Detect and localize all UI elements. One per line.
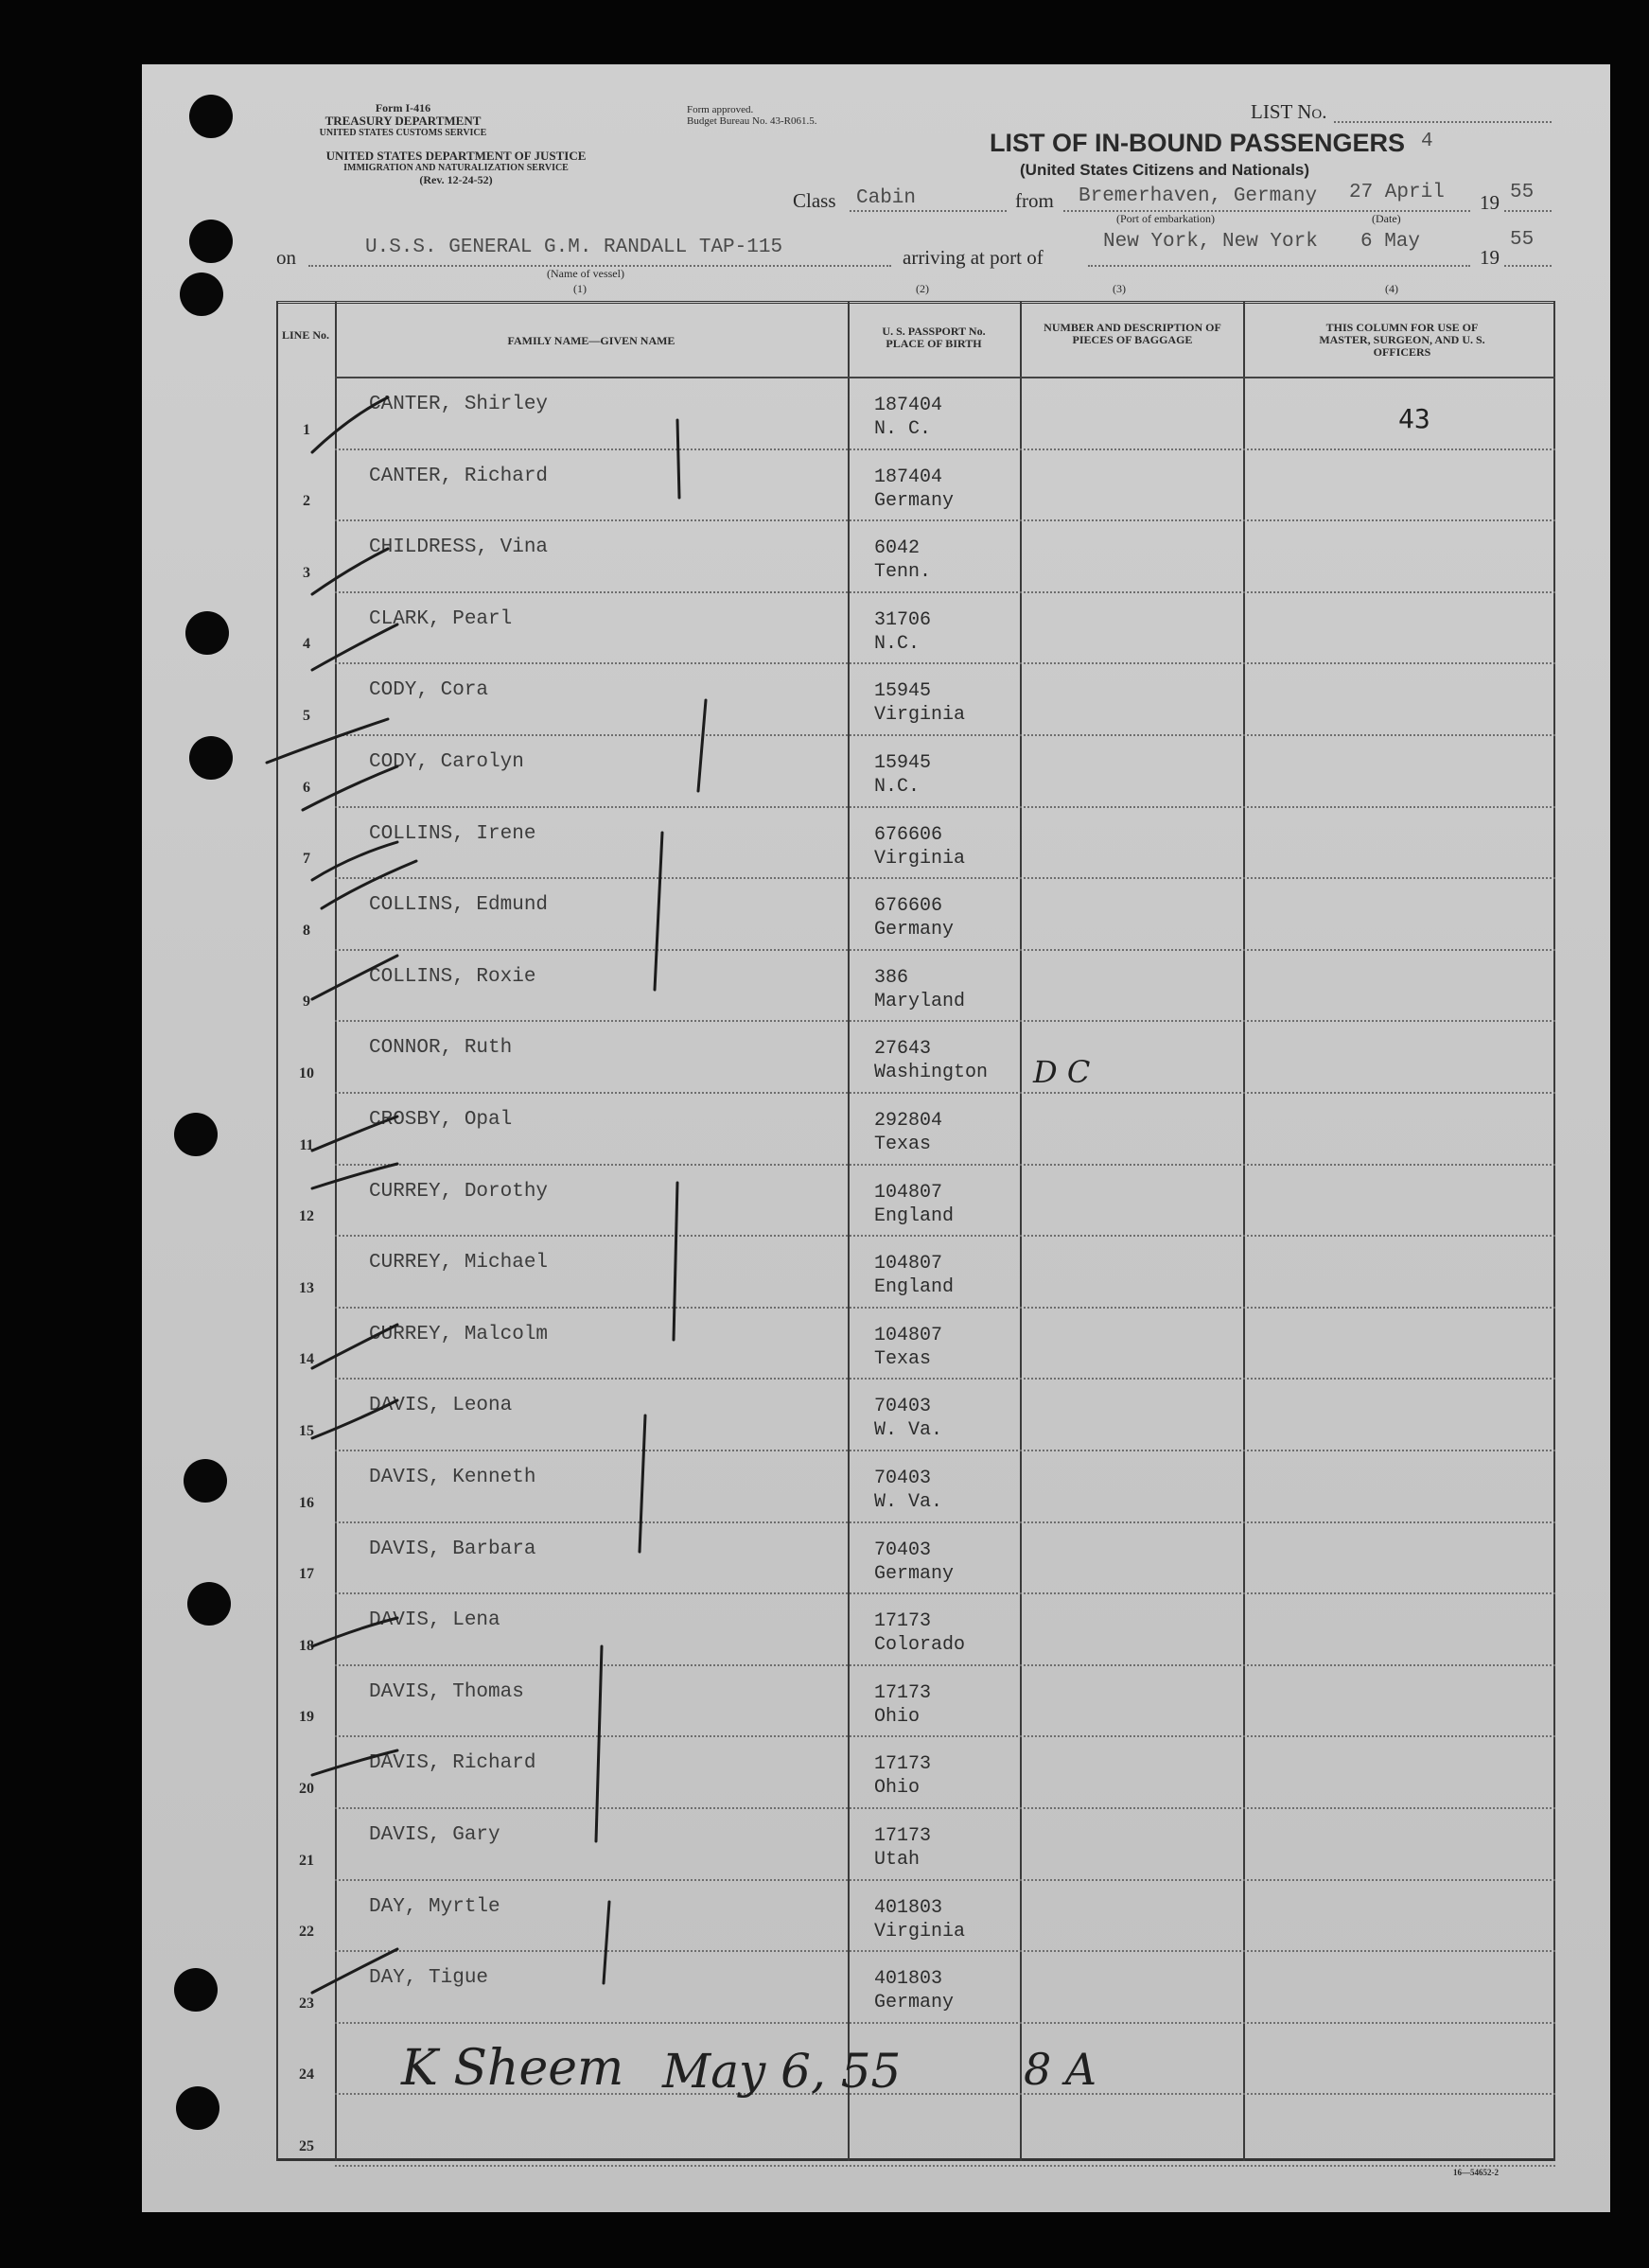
table-bottom-border [276, 2158, 1555, 2161]
page-title: LIST OF IN-BOUND PASSENGERS [990, 129, 1406, 157]
passport-number: 70403 [874, 1396, 932, 1418]
passport-birth-cell [874, 466, 954, 513]
class-label: Class [793, 189, 836, 212]
place-of-birth: Ohio [874, 1777, 921, 1800]
class-value: Cabin [856, 187, 917, 209]
passenger-name: DAVIS, Thomas [369, 1680, 524, 1703]
passenger-table [276, 301, 1555, 2161]
row-divider [335, 1450, 1555, 1451]
year-prefix-2: 19 [1480, 246, 1500, 269]
passport-number: 401803 [874, 1896, 943, 1919]
place-of-birth: England [874, 1276, 955, 1299]
passenger-name: COLLINS, Edmund [369, 894, 549, 917]
line-number: 24 [299, 2066, 314, 2083]
passenger-name: CLARK, Pearl [369, 607, 513, 630]
binder-hole [176, 2086, 219, 2130]
passport-number: 386 [874, 966, 909, 989]
page-subtitle: (United States Citizens and Nationals) [1020, 161, 1310, 179]
from-label: from [1015, 189, 1054, 212]
col-num-2: (2) [916, 282, 929, 295]
passenger-name: DAVIS, Kenneth [369, 1467, 536, 1488]
passport-birth-cell [874, 536, 931, 584]
passport-birth-cell [874, 1538, 954, 1586]
line-number: 8 [303, 922, 310, 939]
line-number: 11 [299, 1136, 314, 1153]
passport-birth-cell [874, 394, 942, 441]
row-divider [335, 1879, 1555, 1881]
place-of-birth: Maryland [874, 990, 966, 1012]
passenger-name: CURREY, Malcolm [369, 1323, 549, 1345]
year-line-1 [1504, 210, 1552, 212]
passenger-name: CANTER, Richard [369, 465, 549, 487]
line-number: 19 [299, 1709, 314, 1726]
passport-birth-cell [874, 1609, 965, 1657]
header-passport: U. S. PASSPORT No. PLACE OF BIRTH [882, 325, 986, 350]
class-line [850, 210, 1007, 212]
line-number: 22 [299, 1924, 314, 1941]
row-divider [335, 949, 1555, 951]
passport-birth-cell [874, 1181, 954, 1228]
row-divider [335, 1020, 1555, 1022]
row-divider [335, 1092, 1555, 1094]
row-divider [335, 1664, 1555, 1666]
budget-bureau: Budget Bureau No. 43-R061.5. [687, 115, 817, 127]
place-of-birth: Germany [874, 1992, 955, 2014]
passport-number: 17173 [874, 1753, 932, 1776]
vessel-name: U.S.S. GENERAL G.M. RANDALL TAP-115 [365, 237, 783, 258]
row-divider [335, 1521, 1555, 1523]
row-divider [335, 806, 1555, 808]
place-of-birth: N. C. [874, 418, 932, 440]
passport-number: 187404 [874, 466, 943, 488]
passenger-name: DAY, Tigue [369, 1967, 489, 1990]
row-divider [335, 1807, 1555, 1809]
binder-hole [174, 1113, 218, 1156]
row-divider [335, 519, 1555, 521]
binder-hole [187, 1582, 231, 1626]
line-number: 10 [299, 1065, 314, 1081]
col-divider-baggage [1243, 301, 1245, 2161]
place-of-birth: Tenn. [874, 561, 932, 584]
passenger-name: CURREY, Dorothy [369, 1180, 549, 1203]
line-number: 13 [299, 1279, 314, 1296]
col-num-1: (1) [573, 282, 587, 295]
treasury-dept: TREASURY DEPARTMENT [325, 114, 482, 128]
row-divider [335, 2165, 1555, 2167]
col-num-3: (3) [1113, 282, 1126, 295]
signature-date: May 6, 55 [662, 2044, 902, 2099]
header-line-no: LINE No. [282, 328, 330, 342]
passenger-name: DAVIS, Lena [369, 1609, 500, 1632]
line-number: 15 [299, 1423, 314, 1439]
passenger-name: DAY, Myrtle [369, 1895, 500, 1918]
passport-number: 292804 [874, 1110, 943, 1132]
header-officers: THIS COLUMN FOR USE OF MASTER, SURGEON, AND U. S. OFFICERS [1319, 321, 1485, 359]
passenger-name: COLLINS, Roxie [369, 965, 536, 988]
passport-number: 70403 [874, 1538, 932, 1561]
col-divider-line [335, 301, 337, 2161]
passport-birth-cell [874, 1037, 988, 1084]
row-divider [335, 2022, 1555, 2024]
year-value-2: 55 [1510, 229, 1535, 251]
passport-number: 31706 [874, 608, 932, 631]
passport-number: 676606 [874, 823, 943, 846]
row-divider [335, 734, 1555, 736]
passport-birth-cell [874, 679, 965, 727]
passport-number: 17173 [874, 1825, 932, 1847]
passport-birth-cell [874, 1324, 942, 1371]
print-code: 16—54652-2 [1453, 2168, 1499, 2177]
place-of-birth: Washington [874, 1062, 989, 1084]
line-number: 18 [299, 1637, 314, 1654]
dc-note: D C [1033, 1054, 1091, 1090]
passport-number: 27643 [874, 1038, 932, 1061]
header-baggage: NUMBER AND DESCRIPTION OF PIECES OF BAGGAGE [1044, 321, 1221, 346]
passport-number: 104807 [874, 1324, 943, 1346]
line-number: 5 [303, 708, 310, 724]
place-of-birth: Virginia [874, 847, 966, 870]
passport-number: 104807 [874, 1181, 943, 1204]
row-divider [335, 1592, 1555, 1594]
row-divider [335, 591, 1555, 593]
justice-block [267, 149, 645, 186]
vessel-caption: (Name of vessel) [547, 267, 624, 280]
header-divider [335, 377, 1555, 378]
table-right-border [1553, 301, 1555, 2161]
passport-birth-cell [874, 1395, 942, 1442]
passport-number: 104807 [874, 1253, 943, 1275]
binder-hole [189, 736, 233, 780]
binder-hole [174, 1968, 218, 2012]
passenger-name: CONNOR, Ruth [369, 1037, 513, 1060]
col-divider-name [848, 301, 850, 2161]
passenger-name: CODY, Cora [369, 679, 489, 702]
passport-birth-cell [874, 894, 954, 941]
row-divider [335, 877, 1555, 879]
passenger-name: CHILDRESS, Vina [369, 536, 549, 559]
passenger-name: CODY, Carolyn [369, 751, 524, 773]
place-of-birth: W. Va. [874, 1419, 943, 1442]
line-number: 21 [299, 1852, 314, 1869]
passport-birth-cell [874, 1967, 954, 2014]
passport-number: 15945 [874, 752, 932, 774]
binder-hole [189, 220, 233, 263]
form-approved: Form approved. [687, 104, 754, 115]
signature: K Sheem [401, 2040, 624, 2097]
list-no-value: 4 [1421, 131, 1433, 152]
arrival-line [1088, 265, 1470, 267]
passenger-name: DAVIS, Barbara [369, 1538, 536, 1560]
passenger-name: DAVIS, Gary [369, 1824, 500, 1846]
signature-code: 8 A [1024, 2044, 1097, 2095]
passport-birth-cell [874, 966, 965, 1013]
line-number: 14 [299, 1351, 314, 1368]
line-number: 17 [299, 1566, 314, 1583]
passport-number: 187404 [874, 395, 943, 416]
date-caption: (Date) [1372, 212, 1401, 225]
row-divider [335, 1164, 1555, 1166]
col-divider-passport [1020, 301, 1022, 2161]
line-number: 3 [303, 564, 310, 581]
passport-number: 70403 [874, 1468, 932, 1489]
passport-birth-cell [874, 1467, 942, 1514]
passport-birth-cell [874, 1252, 954, 1299]
line-number: 23 [299, 1995, 314, 2012]
revision: (Rev. 12-24-52) [419, 173, 493, 186]
passport-number: 401803 [874, 1968, 943, 1991]
place-of-birth: Colorado [874, 1634, 966, 1657]
place-of-birth: Virginia [874, 1920, 966, 1943]
passenger-name: CANTER, Shirley [369, 394, 549, 415]
place-of-birth: England [874, 1204, 955, 1227]
arrival-date: 6 May [1360, 231, 1421, 253]
passport-number: 15945 [874, 680, 932, 703]
binder-hole [180, 273, 223, 316]
place-of-birth: Germany [874, 1562, 955, 1585]
passport-number: 17173 [874, 1681, 932, 1704]
binder-hole [185, 611, 229, 655]
passport-number: 676606 [874, 895, 943, 918]
port-embark-caption: (Port of embarkation) [1116, 212, 1215, 225]
passport-birth-cell [874, 1824, 931, 1872]
passport-number: 17173 [874, 1610, 932, 1633]
passport-birth-cell [874, 751, 931, 799]
justice-dept: UNITED STATES DEPARTMENT OF JUSTICE [325, 149, 587, 163]
passenger-name: COLLINS, Irene [369, 822, 536, 845]
col-num-4: (4) [1385, 282, 1398, 295]
header-family-name: FAMILY NAME—GIVEN NAME [507, 334, 675, 347]
place-of-birth: Germany [874, 919, 955, 941]
row-divider [335, 662, 1555, 664]
row-divider [335, 1950, 1555, 1952]
line-number: 12 [299, 1208, 314, 1225]
table-top-border [276, 301, 1555, 304]
list-no-label: LIST No. [1251, 100, 1327, 123]
line-number: 9 [303, 993, 310, 1011]
year-value-1: 55 [1510, 182, 1535, 203]
row-divider [335, 1307, 1555, 1309]
officer-count: 43 [1398, 403, 1430, 434]
passenger-name: DAVIS, Richard [369, 1752, 536, 1775]
line-number: 25 [299, 2138, 314, 2154]
line-number: 6 [303, 779, 310, 796]
line-number: 20 [299, 1781, 314, 1797]
arrival-port: New York, New York [1103, 231, 1318, 253]
passport-number: 6042 [874, 537, 921, 560]
row-divider [335, 1735, 1555, 1737]
line-number: 7 [303, 851, 310, 868]
passenger-name: CURREY, Michael [369, 1252, 549, 1275]
ins-service: IMMIGRATION AND NATURALIZATION SERVICE [343, 163, 569, 173]
line-number: 1 [303, 421, 310, 438]
arriving-label: arriving at port of [903, 246, 1044, 269]
passenger-name: DAVIS, Leona [369, 1395, 513, 1417]
passport-birth-cell [874, 1109, 942, 1156]
place-of-birth: Utah [874, 1849, 921, 1871]
form-header-left [261, 102, 545, 139]
row-divider [335, 1378, 1555, 1380]
passport-birth-cell [874, 1681, 931, 1729]
place-of-birth: N.C. [874, 632, 921, 655]
passport-birth-cell [874, 823, 965, 870]
embark-date: 27 April [1349, 182, 1445, 203]
place-of-birth: Texas [874, 1347, 932, 1370]
embark-port: Bremerhaven, Germany [1079, 185, 1318, 207]
line-number: 4 [303, 636, 310, 653]
form-number: Form I-416 [375, 101, 431, 114]
year-line-2 [1504, 265, 1552, 267]
passport-birth-cell [874, 608, 931, 656]
binder-hole [184, 1459, 227, 1503]
place-of-birth: Germany [874, 489, 955, 512]
passenger-name: CROSBY, Opal [369, 1109, 513, 1131]
list-no-line [1334, 121, 1552, 123]
binder-hole [189, 95, 233, 138]
approval-block [687, 104, 816, 127]
passport-birth-cell [874, 1896, 965, 1943]
place-of-birth: Ohio [874, 1705, 921, 1728]
on-label: on [276, 246, 296, 269]
place-of-birth: Virginia [874, 704, 966, 727]
passport-birth-cell [874, 1752, 931, 1800]
place-of-birth: Texas [874, 1134, 932, 1155]
customs-service: UNITED STATES CUSTOMS SERVICE [319, 128, 487, 138]
line-number: 2 [303, 493, 310, 510]
row-divider [335, 448, 1555, 450]
table-left-border [276, 301, 278, 2161]
row-divider [335, 1235, 1555, 1237]
line-number: 16 [299, 1494, 314, 1511]
year-prefix-1: 19 [1480, 191, 1500, 214]
place-of-birth: W. Va. [874, 1491, 943, 1513]
place-of-birth: N.C. [874, 776, 921, 798]
